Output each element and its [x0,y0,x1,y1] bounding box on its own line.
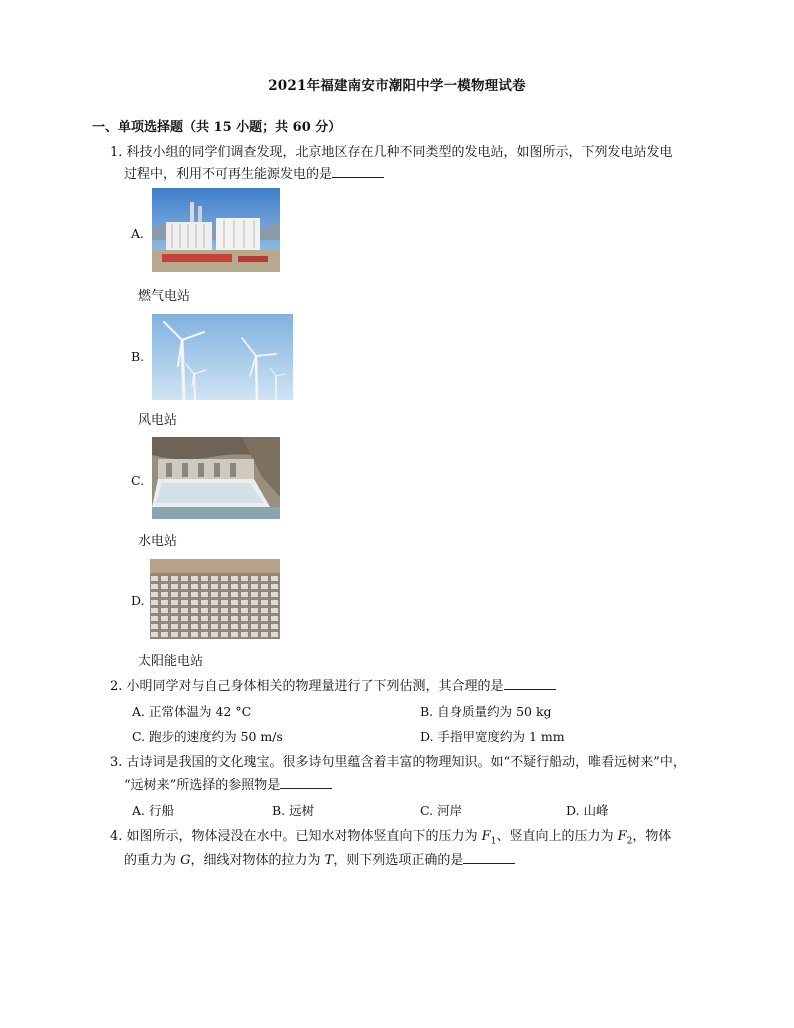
q4-stem-line1 [110,826,671,853]
q4-f1-symbol: F [481,829,491,844]
hydroelectric-dam-photo [152,437,280,519]
q4-g-symbol: G [180,853,191,868]
q1-option-c-letter: C. [131,473,145,488]
q4-text-2c: ，则下列选项正确的是 [333,853,464,868]
q4-text-1b: 、竖直向上的压力为 [496,829,618,844]
q4-f2-symbol: F [617,829,627,844]
q1-option-a-caption: 燃气电站 [138,289,191,304]
q3-option-b: B. 远树 [272,803,315,818]
q1-option-d-letter: D. [131,593,145,608]
q1-stem-line1: 1. 科技小组的同学们调查发现，北京地区存在几种不同类型的发电站，如图所示，下列发电站发电 [110,145,673,160]
q3-option-c: C. 河岸 [420,803,463,818]
q3-stem-line2 [124,775,332,797]
q3-option-d: D. 山峰 [566,803,609,818]
q2-stem-text: 2. 小明同学对与自己身体相关的物理量进行了下列估测，其合理的是 [110,679,504,694]
q4-text-2a: 的重力为 [124,853,181,868]
q2-option-c: C. 跑步的速度约为 50 m/s [132,729,283,744]
q1-option-b-letter: B. [131,349,145,364]
gas-power-station-photo [152,188,280,272]
q1-option-a-letter: A. [131,226,145,241]
q2-option-d: D. 手指甲宽度约为 1 mm [420,729,565,744]
q1-option-c-caption: 水电站 [138,534,178,549]
answer-blank [463,851,515,864]
q1-option-d-caption: 太阳能电站 [138,654,204,669]
q4-f2-subscript: 2 [626,836,633,847]
q3-option-a: A. 行船 [132,803,174,818]
page-title: 2021年福建南安市潮阳中学一模物理试卷 [268,78,526,94]
solar-mirror-field-photo [150,559,280,639]
answer-blank [504,677,556,690]
q1-stem-text: 过程中，利用不可再生能源发电的是 [124,167,333,182]
q2-stem [110,676,556,698]
q4-text-2b: ，细线对物体的拉力为 [190,853,325,868]
q4-text-1c: ，物体 [632,829,672,844]
q1-stem-line2 [124,164,384,186]
q4-t-symbol: T [324,853,334,868]
q3-stem-line1: 3. 古诗词是我国的文化瑰宝。很多诗句里蕴含着丰富的物理知识。如“不疑行船动，唯看远树来”中， [110,755,686,770]
wind-turbines-photo [152,314,293,400]
section-heading: 一、单项选择题（共 15 小题；共 60 分） [92,120,342,135]
q4-text-1a: 4. 如图所示，物体浸没在水中。已知水对物体竖直向下的压力为 [110,829,482,844]
q2-option-a: A. 正常体温为 42 °C [132,704,252,719]
q3-stem-text: “远树来”所选择的参照物是 [124,778,281,793]
q4-stem-line2 [124,850,515,872]
answer-blank [332,165,384,178]
q2-option-b: B. 自身质量约为 50 kg [420,704,552,719]
q4-f1-subscript: 1 [490,836,497,847]
q1-option-b-caption: 风电站 [138,413,178,428]
answer-blank [280,776,332,789]
